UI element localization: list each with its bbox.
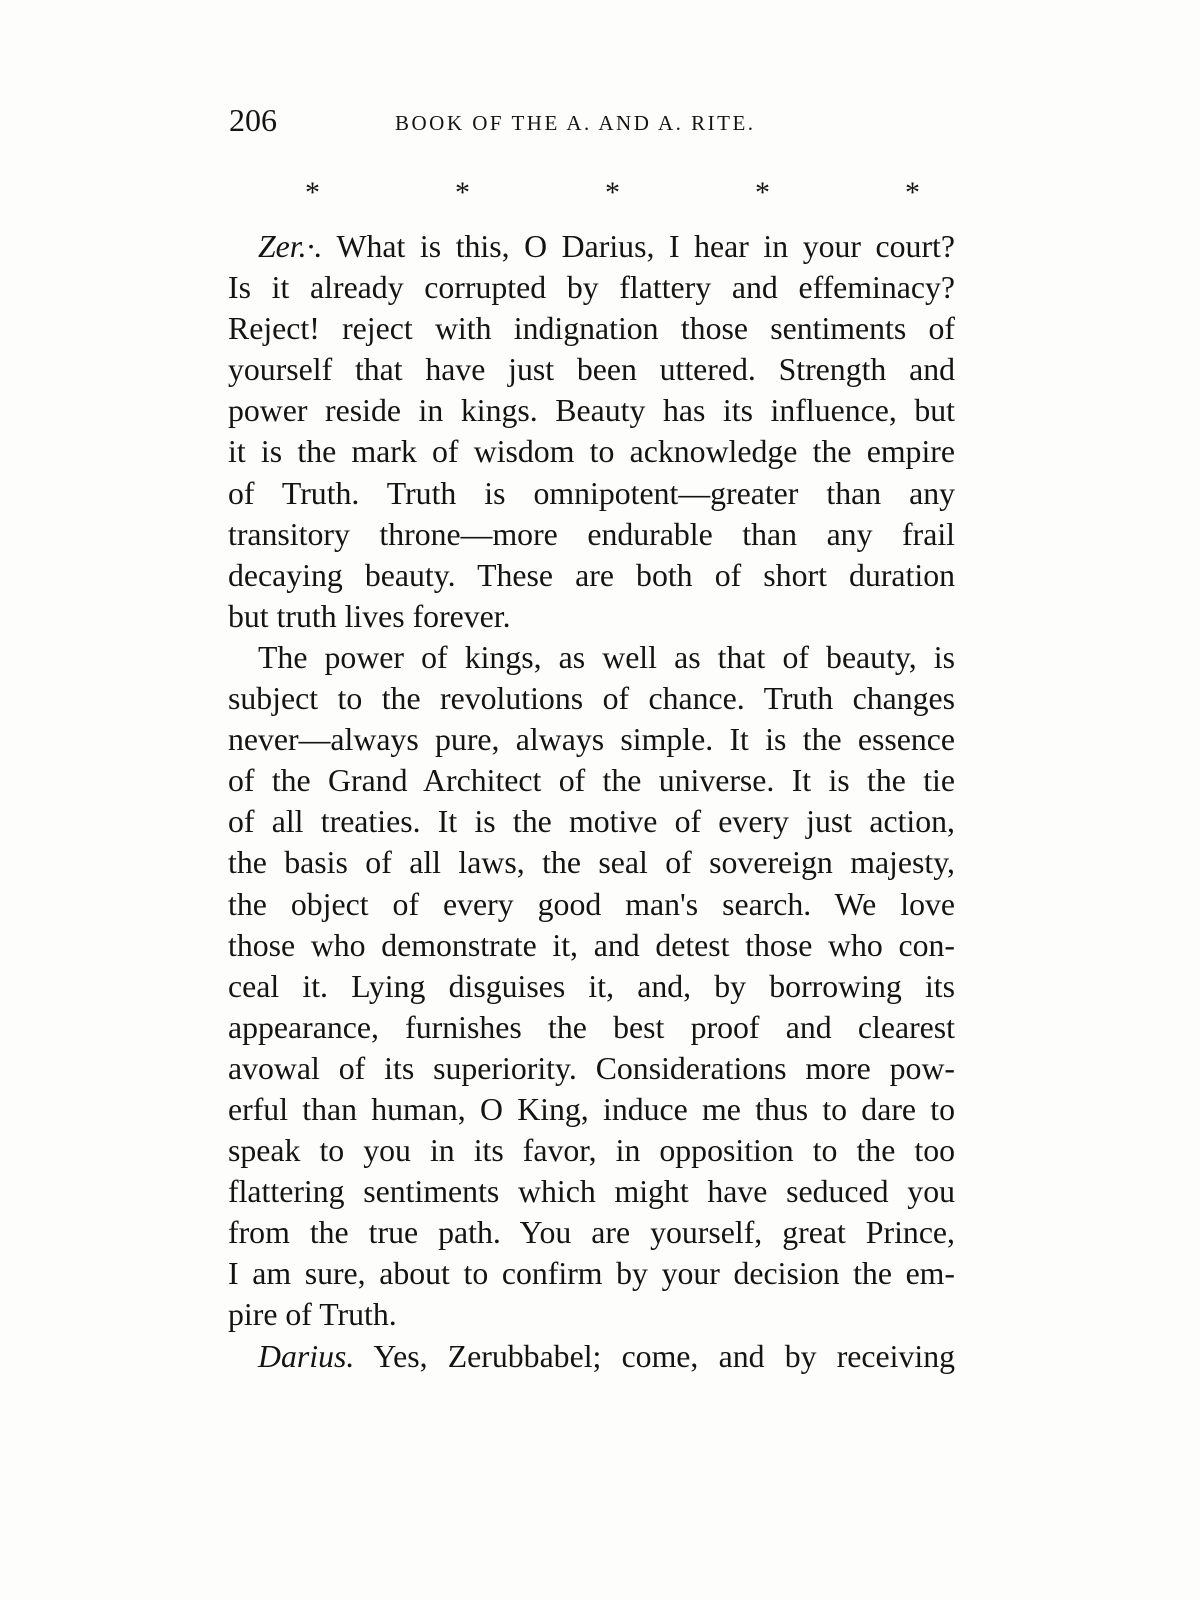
text-line: speak to you in its favor, in opposition to the too (228, 1133, 955, 1169)
text-line: transitory throne—more endurable than any frail (228, 516, 955, 552)
text-line: subject to the revolutions of chance. Truth changes (228, 681, 955, 717)
text-line (228, 1336, 955, 1377)
separator-asterisk: * (305, 176, 320, 209)
text-line: the basis of all laws, the seal of sovereign majesty, (228, 845, 955, 881)
text-line: those who demonstrate it, and detest those who con- (228, 927, 955, 963)
text-line: I am sure, about to confirm by your decision the em- (228, 1256, 955, 1292)
text-line: yourself that have just been uttered. Strength and (228, 352, 955, 388)
body-text (228, 226, 955, 1377)
text-line: from the true path. You are yourself, great Prince, (228, 1215, 955, 1251)
text-line: Reject! reject with indignation those sentiments of (228, 311, 955, 347)
page-number: 206 (229, 102, 277, 138)
separator-asterisk: * (605, 176, 620, 209)
text-line: power reside in kings. Beauty has its influence, but (228, 393, 955, 429)
section-separator (305, 176, 920, 210)
separator-asterisk: * (455, 176, 470, 209)
running-head: BOOK OF THE A. AND A. RITE. (395, 111, 756, 135)
separator-asterisk: * (905, 176, 920, 209)
text-line: of all treaties. It is the motive of every just action, (228, 804, 955, 840)
text-line: pire of Truth. (228, 1297, 397, 1333)
text-line (228, 226, 955, 267)
speaker-name: Zer.·. (258, 229, 323, 264)
text-line: flattering sentiments which might have seduced you (228, 1174, 955, 1210)
text-line: The power of kings, as well as that of beauty, is (258, 639, 955, 675)
line-text: What is this, O Darius, I hear in your court? (322, 229, 955, 264)
text-line: of Truth. Truth is omnipotent—greater than any (228, 475, 955, 511)
text-line: the object of every good man's search. We love (228, 886, 955, 922)
line-text: Yes, Zerubbabel; come, and by receiving (354, 1338, 955, 1374)
separator-asterisk: * (755, 176, 770, 209)
text-line: decaying beauty. These are both of short duration (228, 557, 955, 593)
speaker-name: Darius. (258, 1338, 355, 1374)
text-line: Is it already corrupted by flattery and effeminacy? (228, 270, 955, 306)
text-line: ceal it. Lying disguises it, and, by borrowing its (228, 968, 955, 1004)
page-header (229, 98, 959, 148)
text-line: never—always pure, always simple. It is the essence (228, 722, 955, 758)
text-line: it is the mark of wisdom to acknowledge the empire (228, 434, 955, 470)
text-line: avowal of its superiority. Considerations more pow- (228, 1050, 955, 1086)
text-line: appearance, furnishes the best proof and clearest (228, 1009, 955, 1045)
text-line: but truth lives forever. (228, 598, 511, 634)
text-line: erful than human, O King, induce me thus to dare to (228, 1091, 955, 1127)
text-line: of the Grand Architect of the universe. It is the tie (228, 763, 955, 799)
